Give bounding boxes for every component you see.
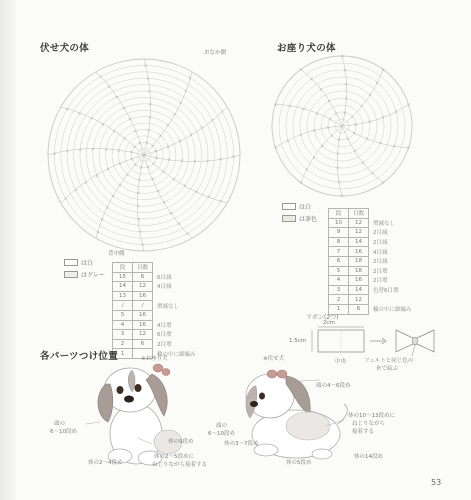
instruction-cell: 2目増 (157, 342, 172, 349)
table-row (329, 285, 414, 295)
stitch-mark: × (156, 188, 160, 194)
instruction-cell: 4目増 (157, 322, 172, 329)
row-number-cell: 7 (329, 247, 349, 257)
stitch-mark: × (219, 198, 223, 204)
row-number-cell: 3 (113, 330, 133, 340)
legend-white-label: は白 (81, 260, 94, 267)
stitch-mark: × (138, 140, 142, 146)
stitch-mark: × (125, 172, 130, 177)
stitch-mark: × (151, 161, 156, 167)
header-cell (153, 263, 198, 273)
stitch-count-cell: 16 (349, 247, 369, 257)
stitch-count-cell: / (133, 301, 153, 311)
header-cell: 目数 (133, 263, 153, 273)
lying-dog-title: 伏せ犬の体 (40, 43, 90, 54)
ann-body10-13c: 接着する (352, 429, 375, 435)
stitch-mark: × (220, 109, 224, 114)
legend-white-label: は白 (299, 204, 312, 211)
stitch-mark: × (219, 156, 223, 162)
stitch-mark: × (136, 190, 140, 196)
header-cell: 目数 (349, 209, 369, 219)
stitch-mark: × (340, 193, 344, 199)
stitch-mark: × (185, 230, 190, 236)
ribbon-note-1: フェルトと同じ色の (364, 358, 414, 364)
header-cell: 段 (329, 209, 349, 219)
white-swatch (282, 203, 296, 210)
table-row (329, 266, 414, 276)
stitch-mark: × (299, 180, 303, 186)
stitch-mark: × (343, 67, 347, 73)
stitch-mark: × (106, 166, 110, 172)
stitch-mark: × (147, 88, 151, 94)
stitch-mark: × (367, 118, 372, 124)
stitch-mark: × (189, 132, 193, 138)
chart-spoke (61, 107, 144, 155)
stitch-mark: × (118, 161, 122, 166)
legend-white-row (282, 202, 317, 211)
stitch-mark: × (188, 75, 192, 81)
legend-white-row (64, 258, 105, 267)
ann-head-left-2: 6〜10段め (50, 429, 77, 435)
ann-body2-4: 体の2〜4段め (88, 460, 123, 466)
stitch-mark: × (365, 136, 369, 141)
instruction-cell: 6目減 (157, 274, 172, 281)
stitch-mark: × (273, 101, 278, 107)
stitch-mark: × (154, 148, 158, 154)
row-number-cell: 5 (329, 266, 349, 276)
stitch-mark: × (177, 220, 181, 226)
stitch-mark: × (200, 125, 204, 131)
ribbon-center: 中央 (335, 359, 347, 365)
table-row (329, 247, 414, 257)
instruction-cell: 2目減 (373, 240, 388, 247)
ribbon-width: 2cm (323, 320, 335, 326)
stitch-mark: × (305, 167, 309, 173)
stitch-mark: × (299, 66, 303, 72)
table-row (329, 295, 414, 305)
row-number-cell: 14 (113, 282, 133, 292)
stitch-mark: × (139, 165, 143, 170)
stitch-count-cell: 12 (349, 218, 369, 228)
instruction-cell: 2目増 (373, 278, 388, 285)
instruction-cell (153, 291, 198, 301)
stitch-mark: × (150, 176, 155, 182)
stitch-mark: × (98, 74, 103, 80)
row-number-cell: 6 (329, 256, 349, 266)
stitch-mark: × (118, 182, 122, 188)
stitch-mark: × (107, 84, 111, 90)
stitch-count-cell: 12 (133, 282, 153, 292)
row-number-cell: 4 (113, 320, 133, 330)
stitch-count-cell: 16 (133, 320, 153, 330)
stitch-count-cell: 16 (133, 291, 153, 301)
ann-body10-13b: ねじりながら (352, 421, 386, 427)
stitch-mark: × (328, 116, 332, 122)
stitch-count-cell: 12 (349, 295, 369, 305)
stitch-mark: × (210, 117, 214, 123)
stitch-mark: × (178, 99, 183, 105)
stitch-mark: × (100, 217, 104, 222)
stitch-mark: × (150, 143, 155, 148)
stitch-mark: × (146, 75, 150, 81)
stitch-mark: × (65, 148, 69, 154)
lying-dog-label: ※伏せ犬 (263, 356, 285, 362)
header-cell (369, 209, 414, 219)
stitch-count-cell: 6 (133, 272, 153, 282)
stitch-mark: × (136, 203, 140, 209)
stitch-mark: × (340, 53, 344, 59)
instruction-cell: 増減なし (157, 303, 180, 310)
stitch-mark: × (206, 194, 211, 200)
stitch-mark: × (394, 108, 398, 114)
instruction-cell: 4目減 (157, 284, 172, 291)
row-number-cell: 10 (329, 218, 349, 228)
stitch-mark: × (146, 164, 150, 170)
instruction-cell: 2目減 (373, 259, 388, 266)
table-row (113, 282, 198, 292)
stitch-mark: × (361, 159, 365, 165)
stitch-mark: × (286, 138, 290, 144)
stitch-count-cell: 14 (349, 285, 369, 295)
sitting-dog-label: ※お座り犬 (141, 356, 168, 362)
instruction-cell: 2目減 (373, 230, 388, 237)
row-number-cell: 13 (113, 291, 133, 301)
stitch-mark: × (344, 81, 348, 87)
stitch-mark: × (132, 143, 137, 149)
sitting-dog-crochet-chart (262, 52, 422, 200)
stitch-mark: × (95, 172, 99, 178)
stitch-mark: × (184, 88, 188, 93)
stitch-mark: × (360, 103, 364, 109)
stitch-mark: × (273, 145, 278, 151)
table-row (113, 310, 198, 320)
stitch-mark: × (346, 136, 350, 142)
stitch-mark: × (330, 133, 334, 138)
stitch-mark: × (128, 116, 132, 122)
stitch-mark: × (133, 162, 138, 167)
stitch-mark: × (206, 157, 210, 163)
white-swatch (64, 259, 78, 266)
stitch-mark: × (194, 189, 199, 194)
stitch-mark: × (162, 199, 166, 205)
ribbon-height: 1.5cm (289, 338, 307, 344)
stitch-mark: × (344, 95, 348, 101)
instruction-cell: 2目増 (373, 268, 388, 275)
table-row (113, 339, 198, 349)
stitch-mark: × (381, 180, 385, 186)
stitch-mark: × (378, 140, 383, 146)
stitch-mark: × (180, 158, 184, 164)
stitch-mark: × (145, 140, 149, 145)
stitch-mark: × (169, 210, 173, 216)
stitch-mark: × (129, 149, 134, 155)
stitch-mark: × (381, 66, 385, 72)
stitch-count-cell: 6 (133, 339, 153, 349)
row-number-cell: 8 (329, 237, 349, 247)
stitch-mark: × (166, 122, 170, 128)
stitch-mark: × (74, 187, 78, 193)
stitch-mark: × (130, 156, 134, 162)
stitch-mark: × (381, 114, 385, 120)
stitch-mark: × (147, 127, 151, 133)
stitch-mark: × (52, 151, 57, 156)
instruction-cell: 増減なし (373, 220, 396, 227)
stitch-mark: × (101, 121, 105, 127)
stitch-mark: × (299, 132, 303, 138)
stitch-mark: × (343, 109, 347, 115)
stitch-mark: × (111, 193, 116, 199)
stitch-mark: × (137, 216, 141, 222)
ann-head-right: 頭の (216, 423, 228, 429)
stitch-mark: × (193, 158, 197, 164)
chart-spoke (144, 155, 240, 162)
stitch-mark: × (368, 92, 372, 98)
chart-spoke (144, 155, 192, 238)
stitch-count-cell: 12 (349, 228, 369, 238)
stitch-mark: × (183, 183, 187, 189)
table-row (113, 272, 198, 282)
stitch-mark: × (166, 144, 170, 149)
row-number-cell: / (113, 301, 133, 311)
ann-head-right-2: 6〜10段め (208, 431, 235, 437)
stitch-mark: × (148, 114, 152, 120)
row-number-cell: 15 (113, 272, 133, 282)
instruction-cell: 輪の中に細編み (373, 307, 412, 314)
stitch-mark: × (64, 196, 68, 201)
stitch-mark: × (133, 128, 138, 134)
stitch-mark: × (353, 148, 357, 154)
stitch-mark: × (288, 103, 292, 109)
stitch-mark: × (167, 157, 171, 163)
ann-body2-5: 体の2〜5段めに (154, 454, 194, 460)
legend-brown-row (282, 214, 317, 223)
table-header (329, 209, 414, 219)
back-side-label: 背中側 (108, 251, 125, 257)
stitch-mark: × (336, 165, 340, 171)
legend-brown-label: は茶色 (299, 216, 318, 223)
table-row (113, 320, 198, 330)
row-number-cell: 1 (329, 304, 349, 314)
stitch-mark: × (65, 106, 69, 112)
stitch-mark: × (315, 111, 319, 116)
stitch-mark: × (161, 169, 166, 175)
ann-head4-6: 頭の4〜6段め (316, 383, 351, 389)
stitch-mark: × (337, 137, 341, 143)
stitch-mark: × (172, 111, 177, 117)
stitch-mark: × (105, 205, 110, 211)
stitch-mark: × (91, 146, 95, 152)
stitch-count-cell: 14 (349, 237, 369, 247)
stitch-mark: × (148, 101, 152, 107)
gray-swatch (64, 271, 78, 278)
row-number-cell: 2 (113, 339, 133, 349)
stitch-mark: × (350, 114, 354, 119)
belly-side-label: おなか側 (204, 50, 227, 56)
instruction-cell (369, 295, 414, 305)
stitch-mark: × (89, 116, 94, 121)
stitch-mark: × (327, 98, 331, 104)
stitch-mark: × (312, 154, 316, 160)
stitch-mark: × (117, 147, 121, 153)
row-number-cell: 3 (329, 285, 349, 295)
lying-dog-crochet-chart (40, 55, 248, 255)
table-row (329, 276, 414, 286)
stitch-mark: × (158, 133, 163, 138)
sitting-rows-table (328, 208, 414, 315)
chart-spoke (96, 72, 144, 155)
stitch-count-cell: 18 (349, 266, 369, 276)
table-row (329, 228, 414, 238)
instruction-cell: 色替6目増 (373, 288, 399, 295)
stitch-count-cell: 12 (133, 330, 153, 340)
legend-gray-row (64, 270, 105, 279)
stitch-mark: × (115, 94, 119, 100)
row-number-cell: 2 (329, 295, 349, 305)
stitch-mark: × (370, 170, 375, 176)
table-row (113, 301, 198, 311)
table-row (329, 218, 414, 228)
instruction-cell: 4目減 (373, 249, 388, 256)
ann-head-left: 頭の (54, 421, 66, 427)
table-header (113, 263, 198, 273)
stitch-mark: × (406, 101, 411, 107)
table-row (113, 330, 198, 340)
sitting-legend (282, 202, 317, 223)
stitch-mark: × (320, 143, 324, 149)
stitch-count-cell: 6 (349, 304, 369, 314)
row-number-cell: 4 (329, 276, 349, 286)
stitch-mark: × (104, 146, 108, 152)
stitch-mark: × (336, 151, 340, 157)
table-row (329, 256, 414, 266)
stitch-mark: × (84, 179, 88, 185)
row-number-cell: 1 (113, 349, 133, 359)
stitch-mark: × (138, 229, 142, 235)
stitch-mark: × (319, 87, 323, 93)
stitch-mark: × (334, 110, 338, 116)
lying-rows-table (112, 262, 198, 359)
instruction-cell: 6目増 (157, 332, 172, 339)
stitch-mark: × (406, 145, 411, 151)
stitch-mark: × (172, 176, 176, 182)
stitch-mark: × (77, 110, 82, 116)
ann-body14: 体の14段め (354, 454, 383, 460)
stitch-mark: × (352, 130, 356, 136)
ann-body10-13: 体の10〜13段めに (348, 413, 395, 419)
stitch-mark: × (112, 128, 116, 134)
stitch-mark: × (312, 128, 317, 134)
ribbon-title: リボン(2つ) (306, 314, 339, 321)
stitch-count-cell: 18 (349, 256, 369, 266)
stitch-mark: × (122, 105, 126, 111)
stitch-mark: × (122, 135, 127, 141)
ann-body2-5b: ねじりながら接着する (152, 462, 208, 468)
stitch-mark: × (154, 155, 159, 161)
header-cell: 段 (113, 263, 133, 273)
chart-spoke (96, 155, 144, 238)
table-row (113, 291, 198, 301)
ann-body5: 体の5段め (286, 460, 312, 466)
stitch-mark: × (392, 143, 396, 149)
instruction-cell: 輪の中に細編み (157, 351, 196, 358)
stitch-mark: × (143, 62, 148, 68)
row-number-cell: 9 (329, 228, 349, 238)
stitch-mark: × (326, 125, 330, 131)
stitch-mark: × (178, 138, 182, 144)
legend-gray-label: はグレー (81, 272, 106, 279)
stitch-mark: × (337, 179, 341, 185)
lying-dog-illustration (226, 362, 356, 472)
stitch-mark: × (96, 229, 100, 235)
ann-body3-7: 体の3〜7段め (224, 441, 259, 447)
brown-swatch (282, 215, 296, 222)
chart-spoke (144, 155, 227, 203)
stitch-mark: × (375, 79, 379, 85)
stitch-mark: × (137, 177, 141, 183)
ann-body9: 体の9段め (168, 439, 194, 445)
stitch-count-cell: 16 (133, 310, 153, 320)
stitch-mark: × (231, 154, 236, 159)
stitch-mark: × (140, 242, 145, 248)
page-number: 53 (431, 478, 442, 487)
table-row (329, 237, 414, 247)
stitch-mark: × (78, 147, 82, 153)
stitch-mark: × (301, 106, 306, 112)
chart-spoke (61, 155, 144, 203)
stitch-mark: × (309, 76, 314, 82)
lying-legend (64, 258, 105, 279)
ribbon-note-2: 糸で結ぶ (376, 366, 399, 372)
stitch-mark: × (354, 121, 358, 127)
parts-title: 各パーツつけ位置 (40, 351, 119, 362)
instruction-cell (153, 310, 198, 320)
stitch-count-cell: 16 (349, 276, 369, 286)
page-gutter (0, 0, 16, 500)
row-number-cell: 5 (113, 310, 133, 320)
table-row (329, 304, 414, 314)
sitting-dog-title: お座り犬の体 (277, 43, 336, 54)
